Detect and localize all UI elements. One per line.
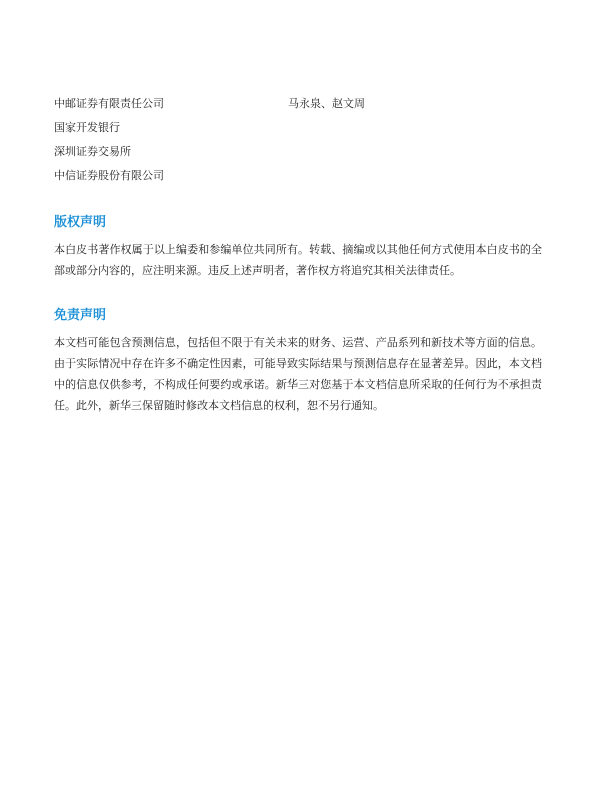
disclaimer-heading: 免责声明 bbox=[54, 308, 107, 323]
organization-name: 中邮证券有限责任公司 bbox=[54, 97, 164, 110]
disclaimer-text: 本文档可能包含预测信息，包括但不限于有关未来的财务、运营、产品系列和新技术等方面的信息。由于实际情况中存在许多不确定性因素，可能导致实际结果与预测信息存在显著差异。因此，本文档中的信息仅供参考，不构成任何要约或承诺。新华三对您基于本文档信息所采取的任何行为不承担责任。此外，新华三保留随时修改本文档信息的权利，恕不另行通知。 bbox=[54, 336, 542, 412]
participating-organizations bbox=[54, 94, 544, 190]
disclaimer-section bbox=[54, 306, 542, 416]
organization-row bbox=[54, 118, 544, 142]
organization-name: 中信证券股份有限公司 bbox=[54, 169, 164, 182]
copyright-heading: 版权声明 bbox=[54, 215, 107, 230]
organization-row bbox=[54, 166, 544, 190]
copyright-text: 本白皮书著作权属于以上编委和参编单位共同所有。转载、摘编或以其他任何方式使用本白皮书的全部或部分内容的，应注明来源。违反上述声明者，著作权方将追究其相关法律责任。 bbox=[54, 243, 542, 277]
copyright-section bbox=[54, 213, 542, 281]
organization-name: 深圳证券交易所 bbox=[54, 145, 131, 158]
organization-name: 国家开发银行 bbox=[54, 121, 120, 134]
organization-contributors: 马永泉、赵文周 bbox=[288, 97, 365, 110]
organization-row bbox=[54, 142, 544, 166]
organization-row bbox=[54, 94, 544, 118]
